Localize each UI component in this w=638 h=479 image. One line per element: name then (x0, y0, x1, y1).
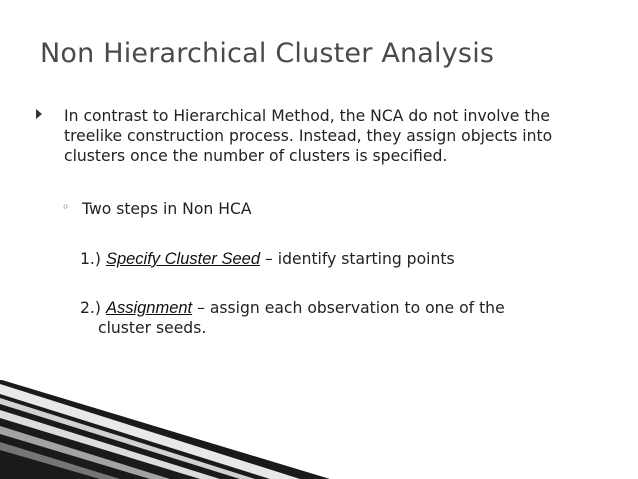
step-number: 1.) (80, 250, 101, 268)
step-keyword: Assignment (105, 299, 193, 317)
slide-title: Non Hierarchical Cluster Analysis (40, 38, 495, 69)
step-item (80, 298, 580, 338)
decorative-swoosh (0, 380, 330, 479)
main-bullet-text: In contrast to Hierarchical Method, the NCA do not involve the treelike construction process. Instead, they assign objects into clusters once the number of clusters is specified. (64, 107, 553, 165)
step-description: – assign each observation to one of the (197, 299, 505, 317)
step-item (80, 249, 455, 269)
circle-bullet-icon: ◦ (62, 200, 70, 214)
step-description: – identify starting points (264, 250, 455, 268)
sub-bullet-text: Two steps in Non HCA (82, 200, 252, 218)
triangle-bullet-icon (36, 109, 42, 119)
step-keyword: Specify Cluster Seed (105, 250, 261, 268)
step-number: 2.) (80, 299, 101, 317)
step-continuation: cluster seeds. (98, 319, 207, 337)
